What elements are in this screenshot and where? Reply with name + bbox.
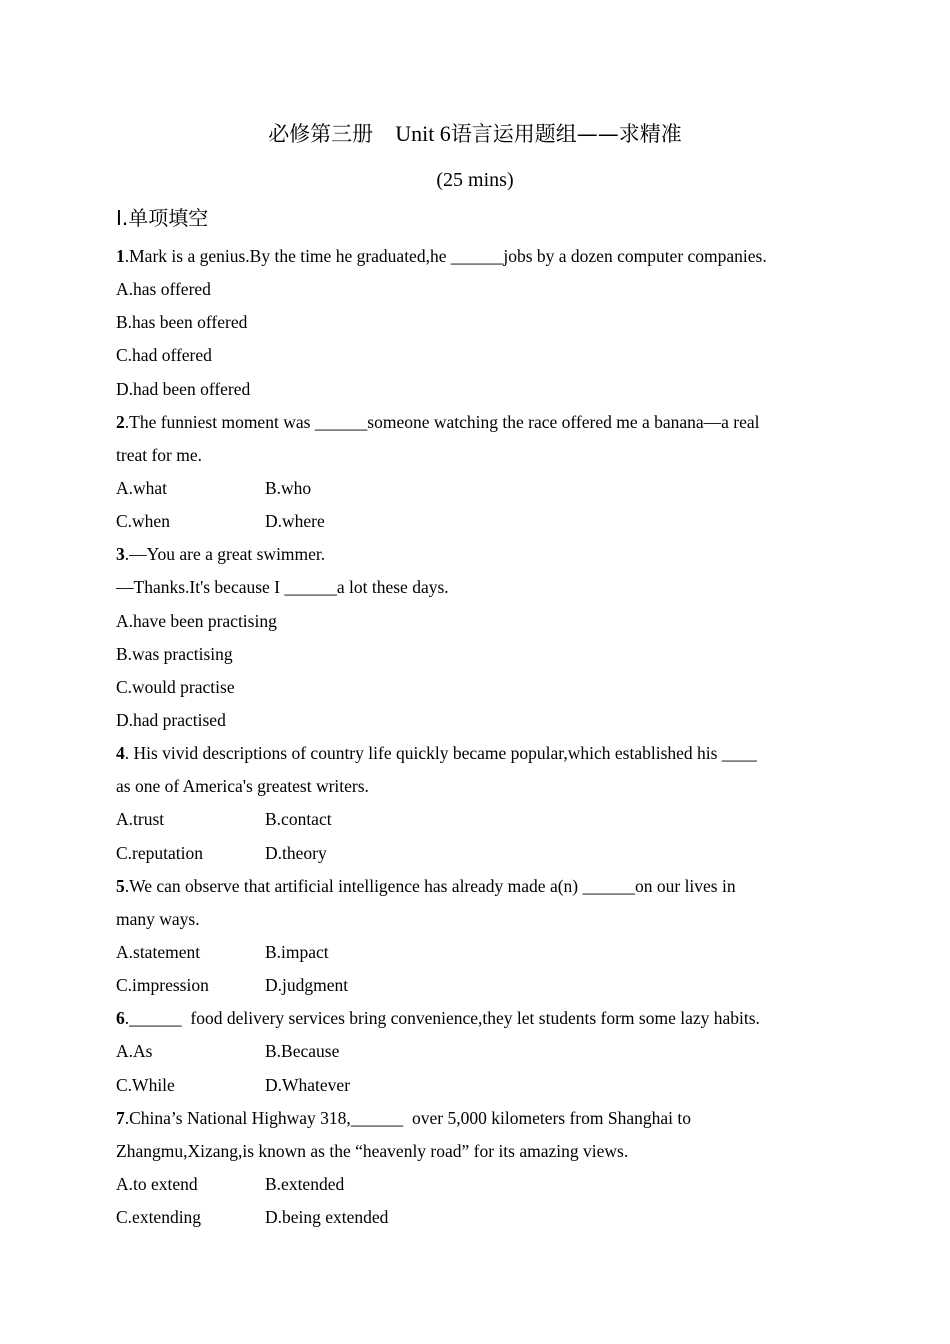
answer-option[interactable]: D.being extended bbox=[265, 1207, 389, 1228]
question-1 bbox=[116, 240, 836, 406]
question-text: Zhangmu,Xizang,is known as the “heavenly road” for its amazing views. bbox=[116, 1140, 629, 1161]
question-7 bbox=[116, 1102, 836, 1235]
option-row bbox=[116, 1168, 836, 1201]
option-row bbox=[116, 339, 836, 372]
answer-option[interactable]: C.impression bbox=[116, 975, 209, 996]
option-row bbox=[116, 803, 836, 836]
question-text-line bbox=[116, 1102, 836, 1135]
answer-option[interactable]: A.trust bbox=[116, 809, 165, 830]
option-row bbox=[116, 505, 836, 538]
answer-option[interactable]: C.While bbox=[116, 1074, 175, 1095]
answer-option[interactable]: C.when bbox=[116, 511, 170, 532]
answer-option[interactable]: A.have been practising bbox=[116, 610, 277, 631]
answer-option[interactable]: A.has offered bbox=[116, 279, 211, 300]
answer-option[interactable]: D.Whatever bbox=[265, 1074, 351, 1095]
question-5 bbox=[116, 870, 836, 1003]
question-text: .The funniest moment was ______someone watching the race offered me a banana—a real bbox=[124, 411, 760, 432]
question-text-line bbox=[116, 538, 836, 571]
title-book: 必修第三册 bbox=[268, 122, 374, 146]
option-row bbox=[116, 936, 836, 969]
answer-option[interactable]: A.what bbox=[116, 477, 168, 498]
option-row bbox=[116, 472, 836, 505]
question-text: .We can observe that artificial intelligence has already made a(n) ______on our lives in bbox=[124, 875, 736, 896]
answer-option[interactable]: B.extended bbox=[265, 1173, 345, 1194]
question-text: .China’s National Highway 318,______ over 5,000 kilometers from Shanghai to bbox=[124, 1107, 691, 1128]
question-number: 7 bbox=[116, 1107, 125, 1128]
page-title bbox=[0, 116, 950, 152]
option-row bbox=[116, 837, 836, 870]
question-number: 3 bbox=[116, 544, 125, 565]
answer-option[interactable]: D.had practised bbox=[116, 709, 226, 730]
question-text: treat for me. bbox=[116, 444, 202, 465]
question-text-line bbox=[116, 903, 836, 936]
question-number: 6 bbox=[116, 1008, 125, 1029]
question-text-line bbox=[116, 240, 836, 273]
option-row bbox=[116, 1035, 836, 1068]
answer-option[interactable]: C.extending bbox=[116, 1207, 202, 1228]
answer-option[interactable]: B.who bbox=[265, 477, 312, 498]
answer-option[interactable]: D.had been offered bbox=[116, 378, 251, 399]
answer-option[interactable]: A.As bbox=[116, 1041, 153, 1062]
question-text-line bbox=[116, 870, 836, 903]
question-text-line bbox=[116, 770, 836, 803]
question-text: .—You are a great swimmer. bbox=[124, 544, 326, 565]
answer-option[interactable]: B.Because bbox=[265, 1041, 340, 1062]
question-list bbox=[116, 240, 836, 1234]
question-text-line bbox=[116, 439, 836, 472]
option-row bbox=[116, 306, 836, 339]
question-text-line bbox=[116, 737, 836, 770]
question-number: 4 bbox=[116, 743, 125, 764]
answer-option[interactable]: B.was practising bbox=[116, 643, 233, 664]
question-text-line bbox=[116, 1002, 836, 1035]
question-text: —Thanks.It's because I ______a lot these days. bbox=[116, 577, 449, 598]
option-row bbox=[116, 671, 836, 704]
answer-option[interactable]: D.where bbox=[265, 511, 325, 532]
title-topic: 语言运用题组——求精准 bbox=[450, 122, 682, 146]
question-3 bbox=[116, 538, 836, 737]
question-text: .Mark is a genius.By the time he graduated,he ______jobs by a dozen computer companies. bbox=[124, 246, 767, 266]
option-row bbox=[116, 969, 836, 1002]
question-number: 5 bbox=[116, 875, 125, 896]
answer-option[interactable]: B.contact bbox=[265, 809, 332, 830]
question-2 bbox=[116, 406, 836, 539]
option-row bbox=[116, 605, 836, 638]
option-row bbox=[116, 373, 836, 406]
question-4 bbox=[116, 737, 836, 870]
option-row bbox=[116, 638, 836, 671]
question-text: many ways. bbox=[116, 908, 200, 929]
answer-option[interactable]: D.theory bbox=[265, 842, 327, 863]
question-number: 2 bbox=[116, 411, 125, 432]
option-row bbox=[116, 1201, 836, 1234]
question-text: as one of America's greatest writers. bbox=[116, 776, 369, 797]
answer-option[interactable]: C.reputation bbox=[116, 842, 203, 863]
question-text-line bbox=[116, 571, 836, 604]
question-text-line bbox=[116, 1135, 836, 1168]
answer-option[interactable]: C.would practise bbox=[116, 676, 235, 697]
option-row bbox=[116, 273, 836, 306]
answer-option[interactable]: A.to extend bbox=[116, 1173, 198, 1194]
answer-option[interactable]: C.had offered bbox=[116, 345, 212, 366]
answer-option[interactable]: A.statement bbox=[116, 941, 201, 962]
question-text: .______ food delivery services bring convenience,they let students form some lazy habits. bbox=[124, 1008, 760, 1029]
option-row bbox=[116, 1069, 836, 1102]
question-text: . His vivid descriptions of country life quickly became popular,which established his ____ bbox=[124, 743, 757, 764]
section-heading: Ⅰ.单项填空 bbox=[116, 206, 209, 230]
option-row bbox=[116, 704, 836, 737]
question-6 bbox=[116, 1002, 836, 1101]
question-text-line bbox=[116, 406, 836, 439]
answer-option[interactable]: D.judgment bbox=[265, 975, 349, 996]
title-unit: Unit 6 bbox=[395, 121, 451, 146]
question-number: 1 bbox=[116, 246, 125, 266]
answer-option[interactable]: B.has been offered bbox=[116, 312, 248, 333]
answer-option[interactable]: B.impact bbox=[265, 941, 329, 962]
duration: (25 mins) bbox=[436, 169, 514, 191]
